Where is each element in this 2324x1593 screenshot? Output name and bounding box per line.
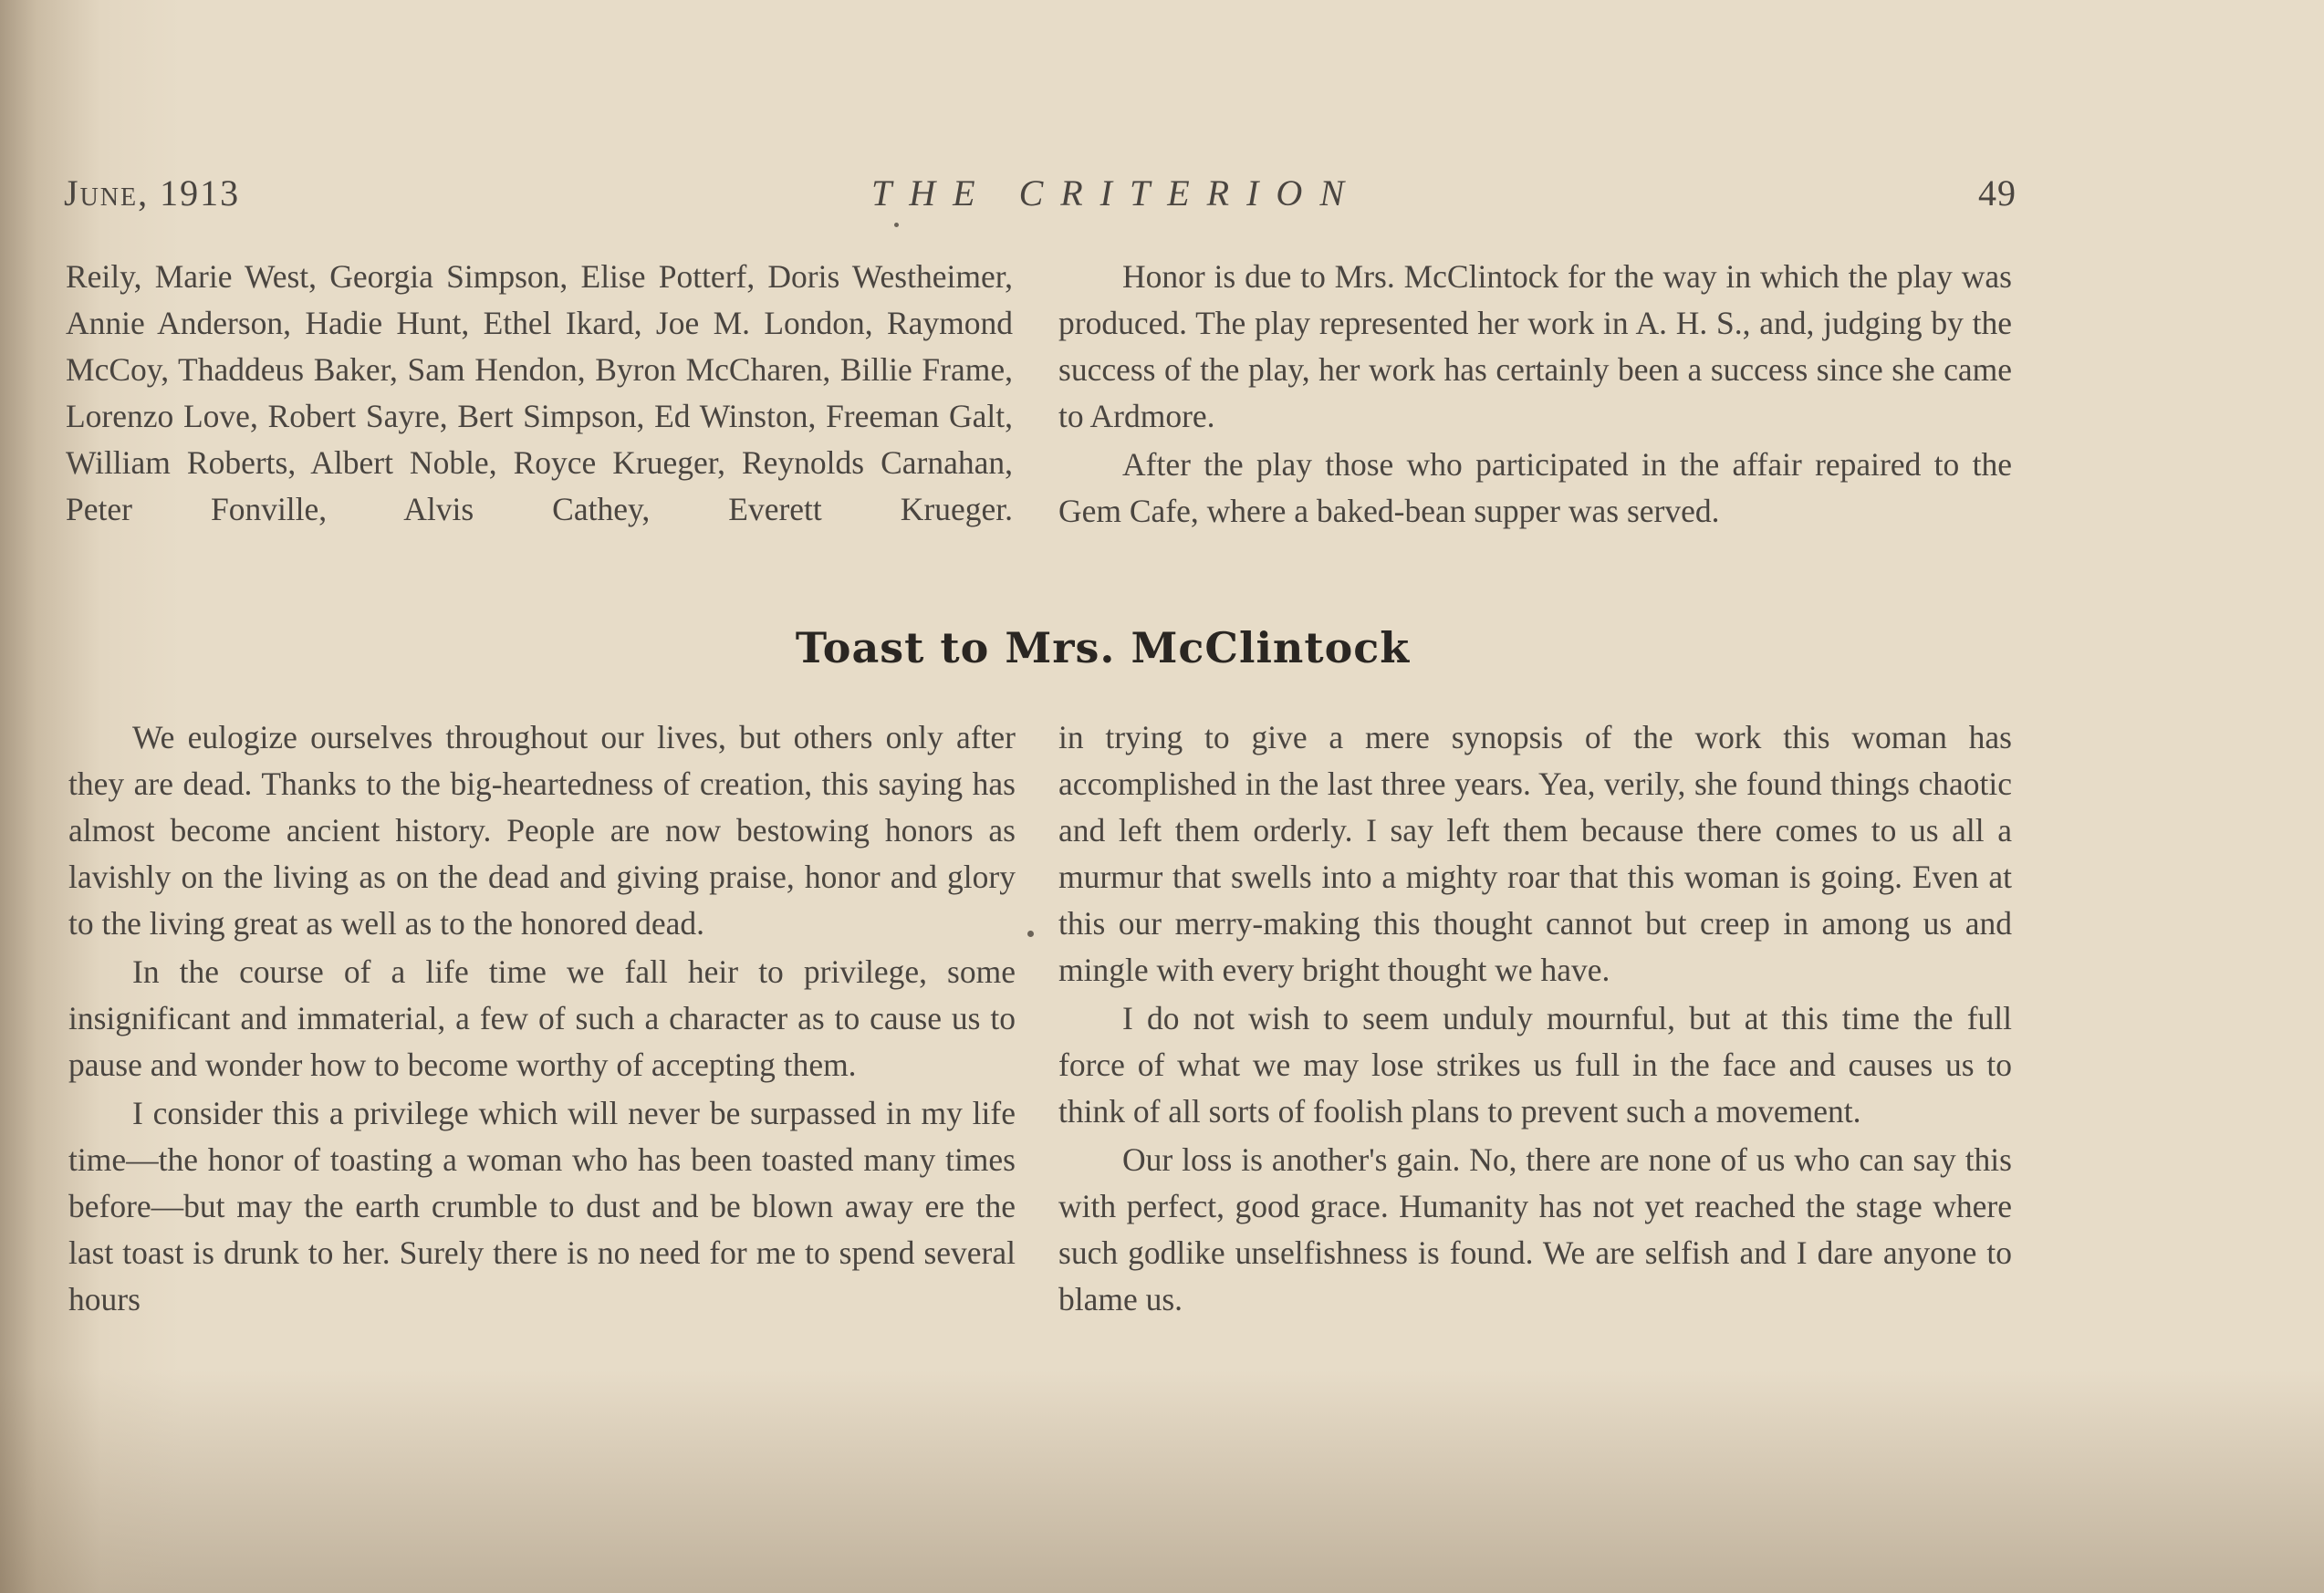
page-number: 49 [1978, 172, 2017, 213]
article-left-column [68, 714, 1016, 1323]
issue-date: June, 1913 [64, 172, 241, 213]
article-paragraph: We eulogize ourselves throughout our lives, but others only after they are dead. Thanks to the big-heartedness of creation, this saying has almost become ancient history. People are now bestowing honors as lavishly on the living as on the dead and giving praise, honor and glory to the living great as well as to the honored dead. [68, 719, 1016, 942]
ink-speck [1027, 931, 1034, 937]
article-right-column [1058, 714, 2012, 1323]
cast-list-paragraph: Reily, Marie West, Georgia Simpson, Elise Potterf, Doris Westheimer, Annie Anderson, Hadie Hunt, Ethel Ikard, Joe M. London, Raymond McCoy, Thaddeus Baker, Sam Hendon, Byron McCharen, Billie Frame, Lorenzo Love, Robert Sayre, Bert Simpson, Ed Winston, Freeman Galt, William Roberts, Albert Noble, Royce Krueger, Reynolds Carnahan, Peter Fonville, Alvis Cathey, Everett Krueger. [66, 258, 1013, 527]
article-headline: Toast to Mrs. McClintock [795, 623, 1411, 672]
article-paragraph: I consider this a privilege which will never be surpassed in my life time—the honor of toasting a woman who has been toasted many times before—but may the earth crumble to dust and be blown away ere the last toast is drunk to her. Surely there is no need for me to spend several hours [68, 1095, 1016, 1317]
article-paragraph: in trying to give a mere synopsis of the work this woman has accomplished in the last three years. Yea, verily, she found things chaotic and left them orderly. I say left them because there comes to us all a murmur that swells into a mighty roar that this woman is going. Even at this our merry-making this thought cannot but creep in among us and mingle with every bright thought we have. [1058, 719, 2012, 988]
ink-speck [894, 223, 899, 227]
article-paragraph: In the course of a life time we fall heir to privilege, some insignificant and immaterial, a few of such a character as to cause us to pause and wonder how to become worthy of accepting them. [68, 953, 1016, 1083]
publication-title: THE CRITERION [871, 172, 1361, 213]
running-head [64, 172, 2017, 217]
play-report-paragraph: Honor is due to Mrs. McClintock for the way in which the play was produced. The play represented her work in A. H. S., and, judging by the success of the play, her work has certainly been a success since she came to Ardmore. [1058, 258, 2012, 434]
cast-list-column [66, 254, 1013, 533]
article-paragraph: Our loss is another's gain. No, there are none of us who can say this with perfect, good grace. Humanity has not yet reached the stage where such godlike unselfishness is found. We are selfish and I dare anyone to blame us. [1058, 1141, 2012, 1317]
play-report-column [1058, 254, 2012, 535]
article-paragraph: I do not wish to seem unduly mournful, but at this time the full force of what we may lose strikes us full in the face and causes us to think of all sorts of foolish plans to prevent such a movement. [1058, 1000, 2012, 1130]
play-report-paragraph: After the play those who participated in the affair repaired to the Gem Cafe, where a baked-bean supper was served. [1058, 446, 2012, 529]
